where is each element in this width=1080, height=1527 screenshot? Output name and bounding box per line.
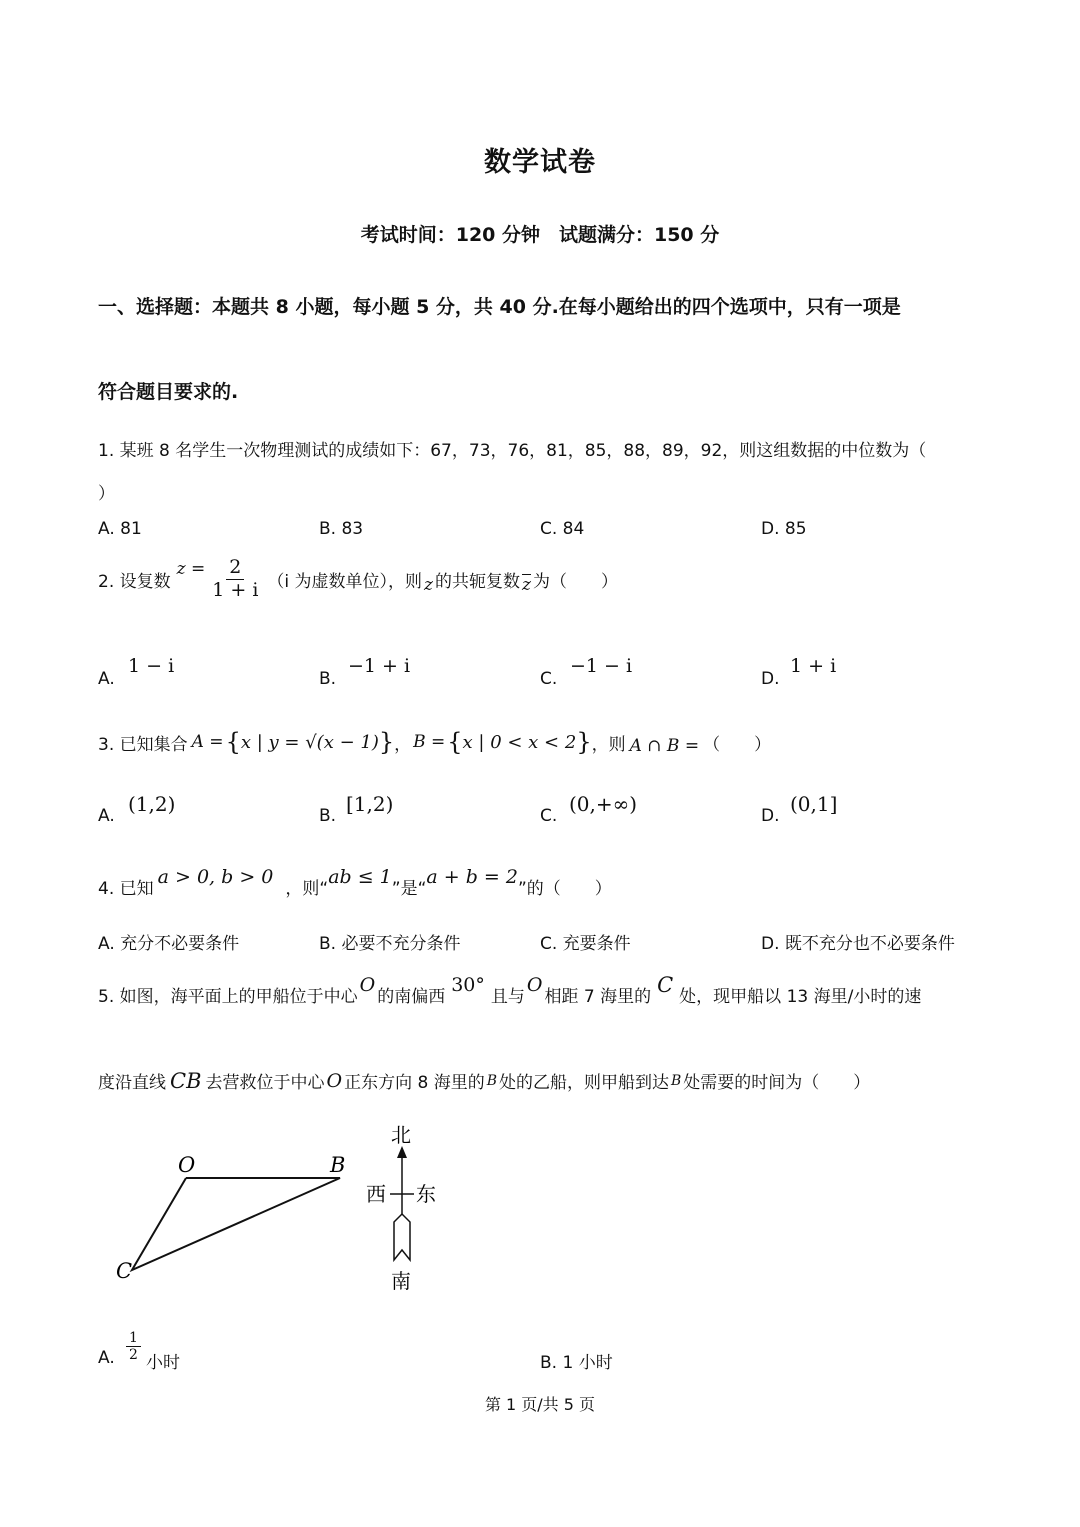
q5-l2-e: 处需要的时间为（ ） bbox=[683, 1073, 871, 1093]
q4-option-c: C. 充要条件 bbox=[540, 934, 631, 954]
q2-frac-num: 2 bbox=[226, 557, 244, 580]
q5-figure bbox=[100, 1110, 460, 1300]
q2-option-a-value: 1 − i bbox=[128, 655, 175, 677]
q5-O-3: O bbox=[326, 1069, 343, 1092]
compass-icon bbox=[366, 1123, 436, 1293]
q3-suffix: （ ） bbox=[703, 734, 772, 755]
q1-option-c: C. 84 bbox=[540, 519, 585, 539]
q4-p: ab ≤ 1 bbox=[328, 865, 392, 888]
q3-option-a-label: A. bbox=[98, 806, 115, 826]
q5-option-a-label: A. bbox=[98, 1348, 115, 1368]
q5-l1-c: 且与 bbox=[490, 987, 525, 1007]
q5-B: B bbox=[486, 1072, 497, 1089]
q5-O-2: O bbox=[526, 973, 543, 996]
q3-setA-body: x | y = √(x − 1) bbox=[240, 731, 379, 753]
q3-brace-open: { bbox=[225, 728, 241, 756]
q3-prefix: 3. 已知集合 bbox=[98, 734, 188, 755]
q5-option-a-unit: 小时 bbox=[146, 1353, 180, 1373]
q2-z-eq: z = bbox=[176, 559, 206, 580]
q2-option-d-value: 1 + i bbox=[790, 655, 837, 677]
q3-brace-close: } bbox=[378, 728, 395, 756]
q2-frac-den: 1 + i bbox=[212, 578, 259, 601]
q5-l1-d: 相距 7 海里的 bbox=[544, 987, 652, 1007]
q2-option-b-label: B. bbox=[319, 669, 337, 689]
page-footer: 第 1 页/共 5 页 bbox=[484, 1395, 596, 1414]
q2-option-c-value: −1 − i bbox=[570, 655, 633, 677]
q4-mid2: ”是“ bbox=[391, 879, 427, 899]
q1-option-a: A. 81 bbox=[98, 519, 142, 539]
compass-tail bbox=[394, 1214, 410, 1260]
q3-setB-lhs: B = bbox=[413, 732, 446, 752]
q4-cond: a > 0, b > 0 bbox=[157, 865, 274, 888]
q2-prefix: 2. 设复数 bbox=[98, 571, 171, 592]
q2-mid: （i 为虚数单位），则 bbox=[267, 571, 423, 592]
q5-B-2: B bbox=[671, 1072, 682, 1089]
q3-setA-lhs: A = bbox=[191, 732, 224, 752]
q2-z: z bbox=[424, 575, 434, 596]
q2-suffix: 为（ ） bbox=[532, 571, 618, 592]
q1-option-d: D. 85 bbox=[761, 519, 807, 539]
q3-option-b-value: [1,2) bbox=[346, 792, 394, 816]
compass-east: 东 bbox=[416, 1182, 436, 1206]
q4-option-d: D. 既不充分也不必要条件 bbox=[761, 934, 955, 954]
q2-option-d-label: D. bbox=[761, 669, 780, 689]
q3-option-d-label: D. bbox=[761, 806, 780, 826]
q5-l1-b: 的南偏西 bbox=[377, 987, 446, 1007]
q2-option-c-label: C. bbox=[540, 669, 558, 689]
q2-stem bbox=[98, 557, 618, 602]
q2-fraction bbox=[209, 557, 261, 602]
q4-stem bbox=[98, 864, 612, 899]
q5-option-b: B. 1 小时 bbox=[540, 1353, 613, 1373]
q2-option-b-value: −1 + i bbox=[348, 655, 411, 677]
q5-l2-a: 度沿直线 bbox=[98, 1073, 166, 1093]
q5-option-a-den: 2 bbox=[129, 1347, 138, 1364]
q5-O: O bbox=[359, 973, 376, 996]
q5-stem-line1 bbox=[98, 972, 922, 1007]
q2-option-a-label: A. bbox=[98, 669, 115, 689]
compass-south: 南 bbox=[391, 1269, 411, 1293]
q5-l1-a: 5. 如图，海平面上的甲船位于中心 bbox=[98, 987, 358, 1007]
q3-comma: ， bbox=[394, 734, 412, 755]
q5-l2-b: 去营救位于中心 bbox=[205, 1073, 325, 1093]
q3-mid: ，则 bbox=[591, 734, 626, 755]
q5-option-a-num: 1 bbox=[126, 1330, 141, 1347]
q1-option-b: B. 83 bbox=[319, 519, 364, 539]
q4-option-a: A. 充分不必要条件 bbox=[98, 934, 240, 954]
q3-stem bbox=[98, 728, 771, 756]
section-heading-line2: 符合题目要求的. bbox=[98, 381, 239, 403]
q3-brace-close-b: } bbox=[576, 728, 592, 756]
q3-option-c-value: (0,+∞) bbox=[569, 792, 638, 816]
compass-north: 北 bbox=[391, 1123, 411, 1147]
fig-label-c: C bbox=[116, 1259, 133, 1283]
exam-info: 考试时间：120 分钟 试题满分：150 分 bbox=[360, 224, 720, 246]
page-title: 数学试卷 bbox=[484, 147, 596, 178]
fig-label-o: O bbox=[178, 1153, 196, 1177]
fig-label-b: B bbox=[330, 1153, 346, 1177]
q4-option-b: B. 必要不充分条件 bbox=[319, 934, 461, 954]
q5-C: C bbox=[657, 972, 674, 997]
q4-q: a + b = 2 bbox=[426, 865, 518, 888]
compass-arrowhead bbox=[397, 1146, 407, 1158]
q4-prefix: 4. 已知 bbox=[98, 879, 154, 899]
q1-stem-line1: 1. 某班 8 名学生一次物理测试的成绩如下：67，73，76，81，85，88，89，92，则这组数据的中位数为（ bbox=[98, 441, 927, 461]
q4-suffix: ”的（ ） bbox=[517, 879, 612, 899]
compass-west: 西 bbox=[366, 1182, 386, 1206]
q3-option-b-label: B. bbox=[319, 806, 337, 826]
q5-CB: CB bbox=[170, 1068, 202, 1093]
q3-option-a-value: (1,2) bbox=[128, 792, 176, 816]
q2-zbar: $\overline{z}$ bbox=[522, 575, 531, 596]
q2-mid2: 的共轭复数 bbox=[435, 571, 521, 592]
q5-option-a-fraction bbox=[126, 1330, 141, 1363]
q5-stem-line2 bbox=[98, 1068, 870, 1093]
q3-setB-body: x | 0 < x < 2 bbox=[462, 731, 577, 753]
q3-expr: A ∩ B = bbox=[629, 736, 700, 756]
q5-angle: 30° bbox=[451, 973, 485, 996]
q5-l2-c: 正东方向 8 海里的 bbox=[344, 1073, 485, 1093]
q5-l2-d: 处的乙船，则甲船到达 bbox=[499, 1073, 669, 1093]
q4-mid1: ，则“ bbox=[285, 879, 329, 899]
q3-brace-open-b: { bbox=[447, 728, 463, 756]
section-heading-line1: 一、选择题：本题共 8 小题，每小题 5 分，共 40 分.在每小题给出的四个选项中，只有一项是 bbox=[98, 296, 901, 318]
q3-option-d-value: (0,1] bbox=[790, 792, 838, 816]
q3-option-c-label: C. bbox=[540, 806, 558, 826]
q5-l1-e: 处，现甲船以 13 海里/小时的速 bbox=[679, 987, 922, 1007]
triangle-ocb bbox=[132, 1178, 340, 1270]
q1-stem-line2: ） bbox=[98, 484, 115, 504]
